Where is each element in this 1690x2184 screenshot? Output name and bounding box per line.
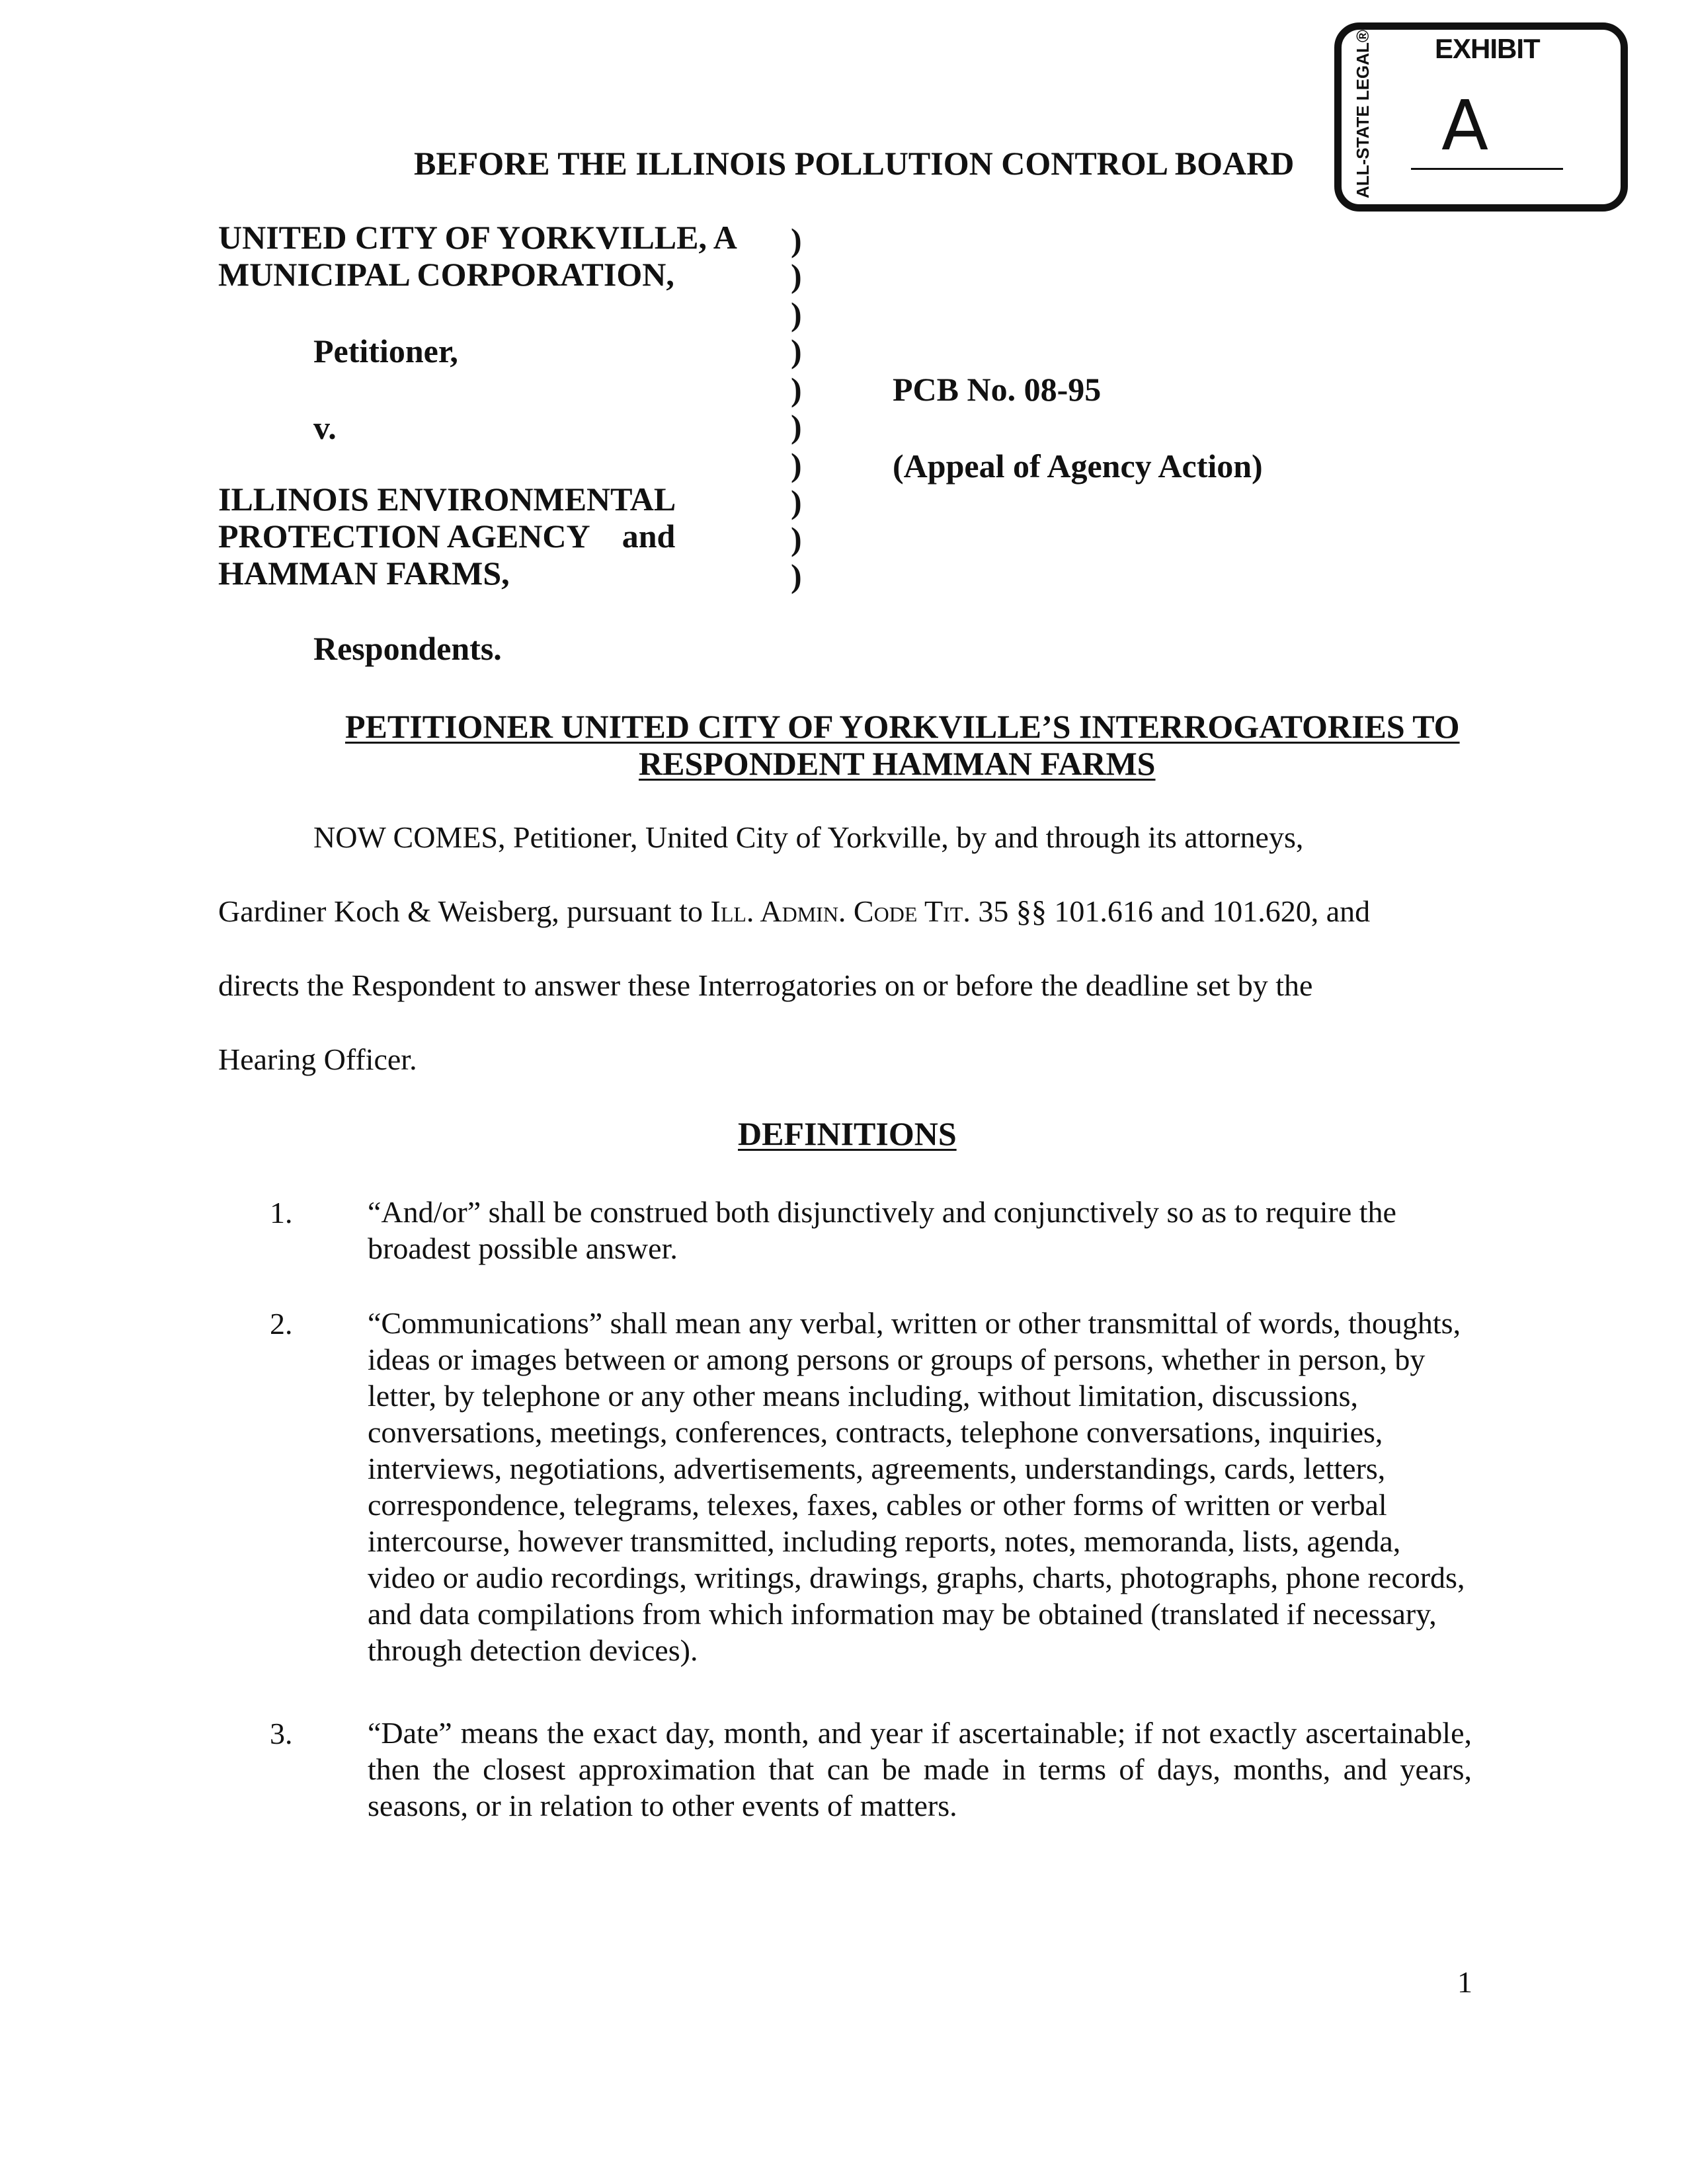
definition-number: 2. xyxy=(270,1307,293,1341)
intro-line4: Hearing Officer. xyxy=(218,1042,417,1076)
case-number: PCB No. 08-95 xyxy=(893,371,1102,408)
intro-line2-end: 35 §§ 101.616 and 101.620, and xyxy=(970,894,1371,928)
respondent-role: Respondents. xyxy=(313,630,502,667)
definition-text: “And/or” shall be construed both disjunctively and conjunctively so as to require the broadest possible answer. xyxy=(368,1195,1396,1265)
stamp-exhibit-letter: A xyxy=(1441,85,1489,166)
versus: v. xyxy=(313,409,337,446)
caption-paren: ) xyxy=(791,446,802,483)
intro-line2-start: Gardiner Koch & Weisberg, pursuant to xyxy=(218,894,711,928)
caption-paren: ) xyxy=(791,557,802,594)
definition-number: 3. xyxy=(270,1717,293,1750)
admin-code-citation: Ill. Admin. Code Tit. xyxy=(710,894,971,928)
intro-line2 xyxy=(218,894,1370,929)
stamp-vendor-label: ALL-STATE LEGAL® xyxy=(1353,29,1373,198)
definitions-heading: DEFINITIONS xyxy=(738,1115,957,1152)
respondent-name-line2: PROTECTION AGENCY and xyxy=(218,518,676,555)
intro-line1: NOW COMES, Petitioner, United City of Yorkville, by and through its attorneys, xyxy=(313,820,1304,854)
case-type: (Appeal of Agency Action) xyxy=(893,448,1263,485)
document-title-line1: PETITIONER UNITED CITY OF YORKVILLE’S INTERROGATORIES TO xyxy=(345,708,1460,745)
respondent-name-line3: HAMMAN FARMS, xyxy=(218,555,510,592)
petitioner-name-line1: UNITED CITY OF YORKVILLE, A xyxy=(218,219,737,256)
page-number: 1 xyxy=(1457,1965,1472,1999)
caption-paren: ) xyxy=(791,483,802,520)
definition-text: “Date” means the exact day, month, and year if ascertainable; if not exactly ascertainable, then the closest approximation that can be made in terms of days, months, and years, seasons, or in relation to other events of matters. xyxy=(368,1716,1472,1822)
caption-paren: ) xyxy=(791,332,802,370)
caption-paren: ) xyxy=(791,257,802,294)
caption-paren: ) xyxy=(791,371,802,408)
caption-paren: ) xyxy=(791,408,802,445)
definition-text: “Communications” shall mean any verbal, written or other transmittal of words, thoughts, ideas or images between or among persons or groups of persons, whether in person, by letter, by telephone or any other means including, without limitation, discussions, conversations, meetings, conferences, contracts, telephone conversations, inquiries, interviews, negotiations, advertisements, agreements, understandings, cards, letters, correspondence, telegrams, telexes, faxes, cables or other forms of written or verbal intercourse, however transmitted, including reports, notes, memoranda, lists, agenda, video or audio recordings, writings, drawings, graphs, charts, photographs, phone records, and data compilations from which information may be obtained (translated if necessary, through detection devices). xyxy=(368,1306,1465,1667)
stamp-title: EXHIBIT xyxy=(1435,33,1540,64)
document-title-line2: RESPONDENT HAMMAN FARMS xyxy=(639,745,1156,782)
intro-line3: directs the Respondent to answer these Interrogatories on or before the deadline set by the xyxy=(218,968,1313,1002)
respondent-name-line1: ILLINOIS ENVIRONMENTAL xyxy=(218,481,676,518)
board-heading: BEFORE THE ILLINOIS POLLUTION CONTROL BOARD xyxy=(414,145,1295,182)
caption-paren: ) xyxy=(791,295,802,332)
stamp-underline xyxy=(1411,168,1563,170)
petitioner-role: Petitioner, xyxy=(313,332,458,370)
caption-paren: ) xyxy=(791,221,802,258)
petitioner-name-line2: MUNICIPAL CORPORATION, xyxy=(218,256,674,293)
caption-paren: ) xyxy=(791,520,802,557)
definition-number: 1. xyxy=(270,1196,293,1229)
